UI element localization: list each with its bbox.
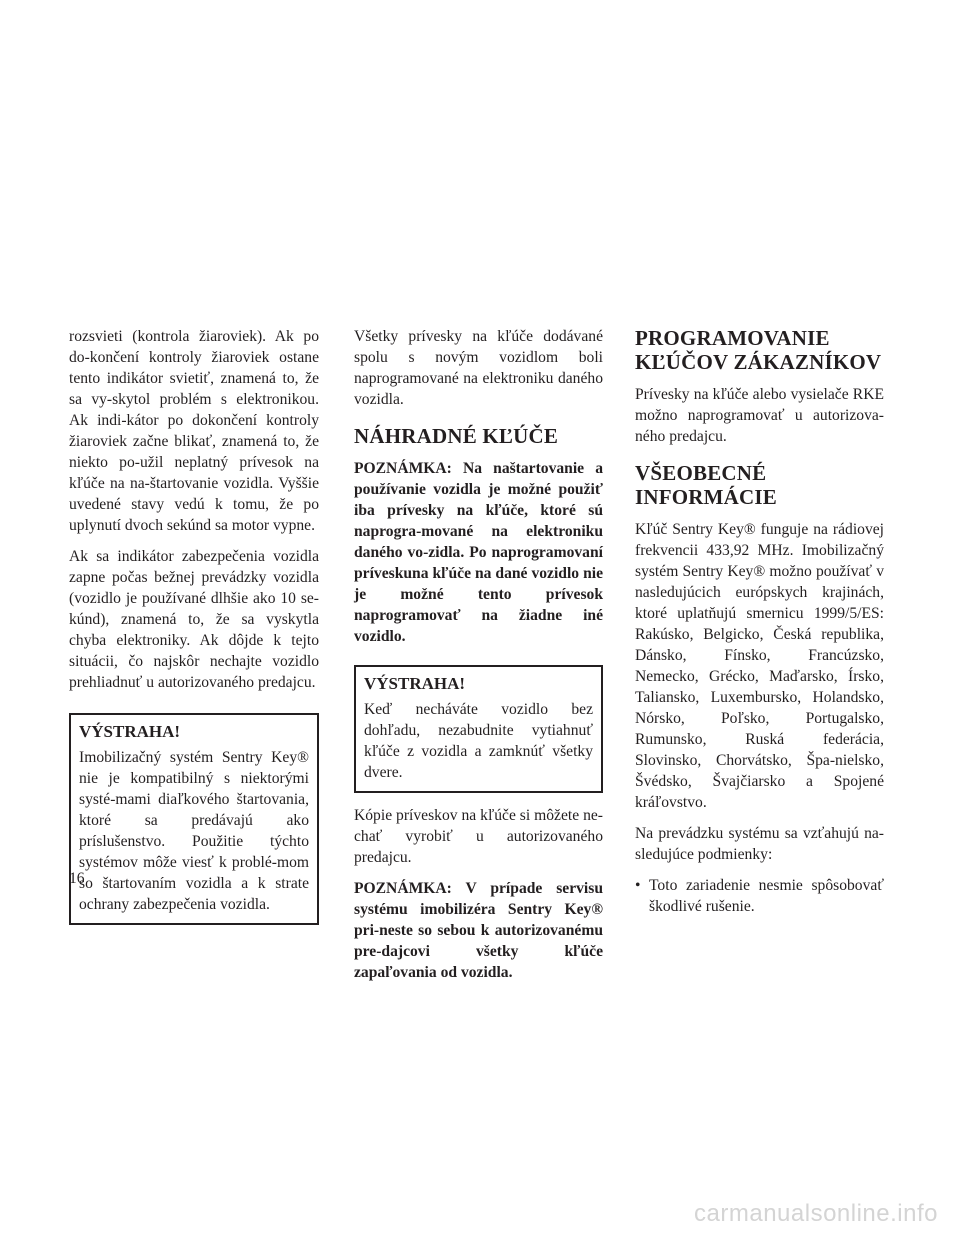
body-paragraph: Na prevádzku systému sa vzťahujú na-sledujúce podmienky: [635, 825, 884, 863]
warning-text: Imobilizačný systém Sentry Key® nie je kompatibilný s niektorými systé-mami diaľkového štartovania, ktoré sa predávajú ako príslušenstvo. Použitie týchto systémov môže viesť k problé-mom so štartovaním vozidla a k strate ochrany zabezpečenia vozidla. [79, 749, 309, 913]
body-paragraph: Ak sa indikátor zabezpečenia vozidla zapne počas bežnej prevádzky vozidla (vozidlo je používané dlhšie ako 10 se-kúnd), znamená to, že sa vyskytla chyba elektroniky. Ak dôjde k tejto situácii, čo najskôr nechajte vozidlo prehliadnuť u autorizovaného predajcu. [69, 548, 319, 691]
body-paragraph: Prívesky na kľúče alebo vysielače RKE možno naprogramovať u autorizova-ného predajcu. [635, 386, 884, 445]
section-heading: VŠEOBECNÉ INFORMÁCIE [635, 461, 777, 509]
note-paragraph: POZNÁMKA: Na naštartovanie a používanie vozidla je možné použiť iba prívesky na kľúče, ktoré sú naprogra-mované na elektroniku daného vo-zidla. Po naprogramovaní príveskuna kľúče na dané vozidlo nie je možné tento prívesok naprogramovať na žiadne iné vozidlo. [354, 460, 603, 645]
body-paragraph: Kópie príveskov na kľúče si môžete ne-chať vyrobiť u autorizovaného predajcu. [354, 807, 603, 866]
column-3 [635, 326, 884, 917]
column-2 [354, 326, 603, 993]
column-1 [69, 326, 319, 937]
section-heading: PROGRAMOVANIE KĽÚČOV ZÁKAZNÍKOV [635, 326, 882, 374]
note-paragraph: POZNÁMKA: V prípade servisu systému imobilizéra Sentry Key® pri-neste so sebou k autorizovanému pre-dajcovi všetky kľúče zapaľovania od vozidla. [354, 880, 603, 981]
body-paragraph: rozsvieti (kontrola žiaroviek). Ak po do-končení kontroly žiaroviek ostane tento indikátor svietiť, znamená to, že sa vy-skytol problém s elektronikou. Ak indi-kátor po dokončení kontroly žiaroviek začne blikať, znamená to, že niekto po-užil neplatný prívesok na kľúče na na-štartovanie vozidla. Vyššie uvedené stavy vedú k tomu, že po uplynutí dvoch sekúnd sa motor vypne. [69, 328, 319, 534]
warning-box [354, 665, 603, 793]
body-paragraph: Všetky prívesky na kľúče dodávané spolu s novým vozidlom boli naprogramované na elektroniku daného vozidla. [354, 328, 603, 408]
body-paragraph: Kľúč Sentry Key® funguje na rádiovej frekvencii 433,92 MHz. Imobilizačný systém Sentry Key® možno používať v nasledujúcich európskych krajinách, ktoré uplatňujú smernicu 1999/5/ES: Rakúsko, Belgicko, Česká republika, Dánsko, Fínsko, Francúzsko, Nemecko, Grécko, Maďarsko, Írsko, Taliansko, Luxembursko, Holandsko, Nórsko, Poľsko, Portugalsko, Rumunsko, Ruská federácia, Slovinsko, Chorvátsko, Špa-nielsko, Švédsko, Švajčiarsko a Spojené kráľovstvo. [635, 521, 884, 811]
bullet-item [635, 875, 884, 917]
page-number: 16 [69, 870, 85, 887]
warning-text: Keď necháváte vozidlo bez dohľadu, nezabudnite vytiahnuť kľúče z vozidla a zamknúť všetky dvere. [364, 701, 593, 781]
warning-title: VÝSTRAHA! [79, 722, 181, 741]
watermark: carmanualsonline.info [694, 1200, 938, 1227]
bullet-icon: • [635, 877, 641, 894]
section-heading: NÁHRADNÉ KĽÚČE [354, 424, 559, 448]
bullet-text: Toto zariadenie nesmie spôsobovať škodlivé rušenie. [649, 877, 884, 915]
warning-title: VÝSTRAHA! [364, 674, 466, 693]
warning-box [69, 713, 319, 925]
